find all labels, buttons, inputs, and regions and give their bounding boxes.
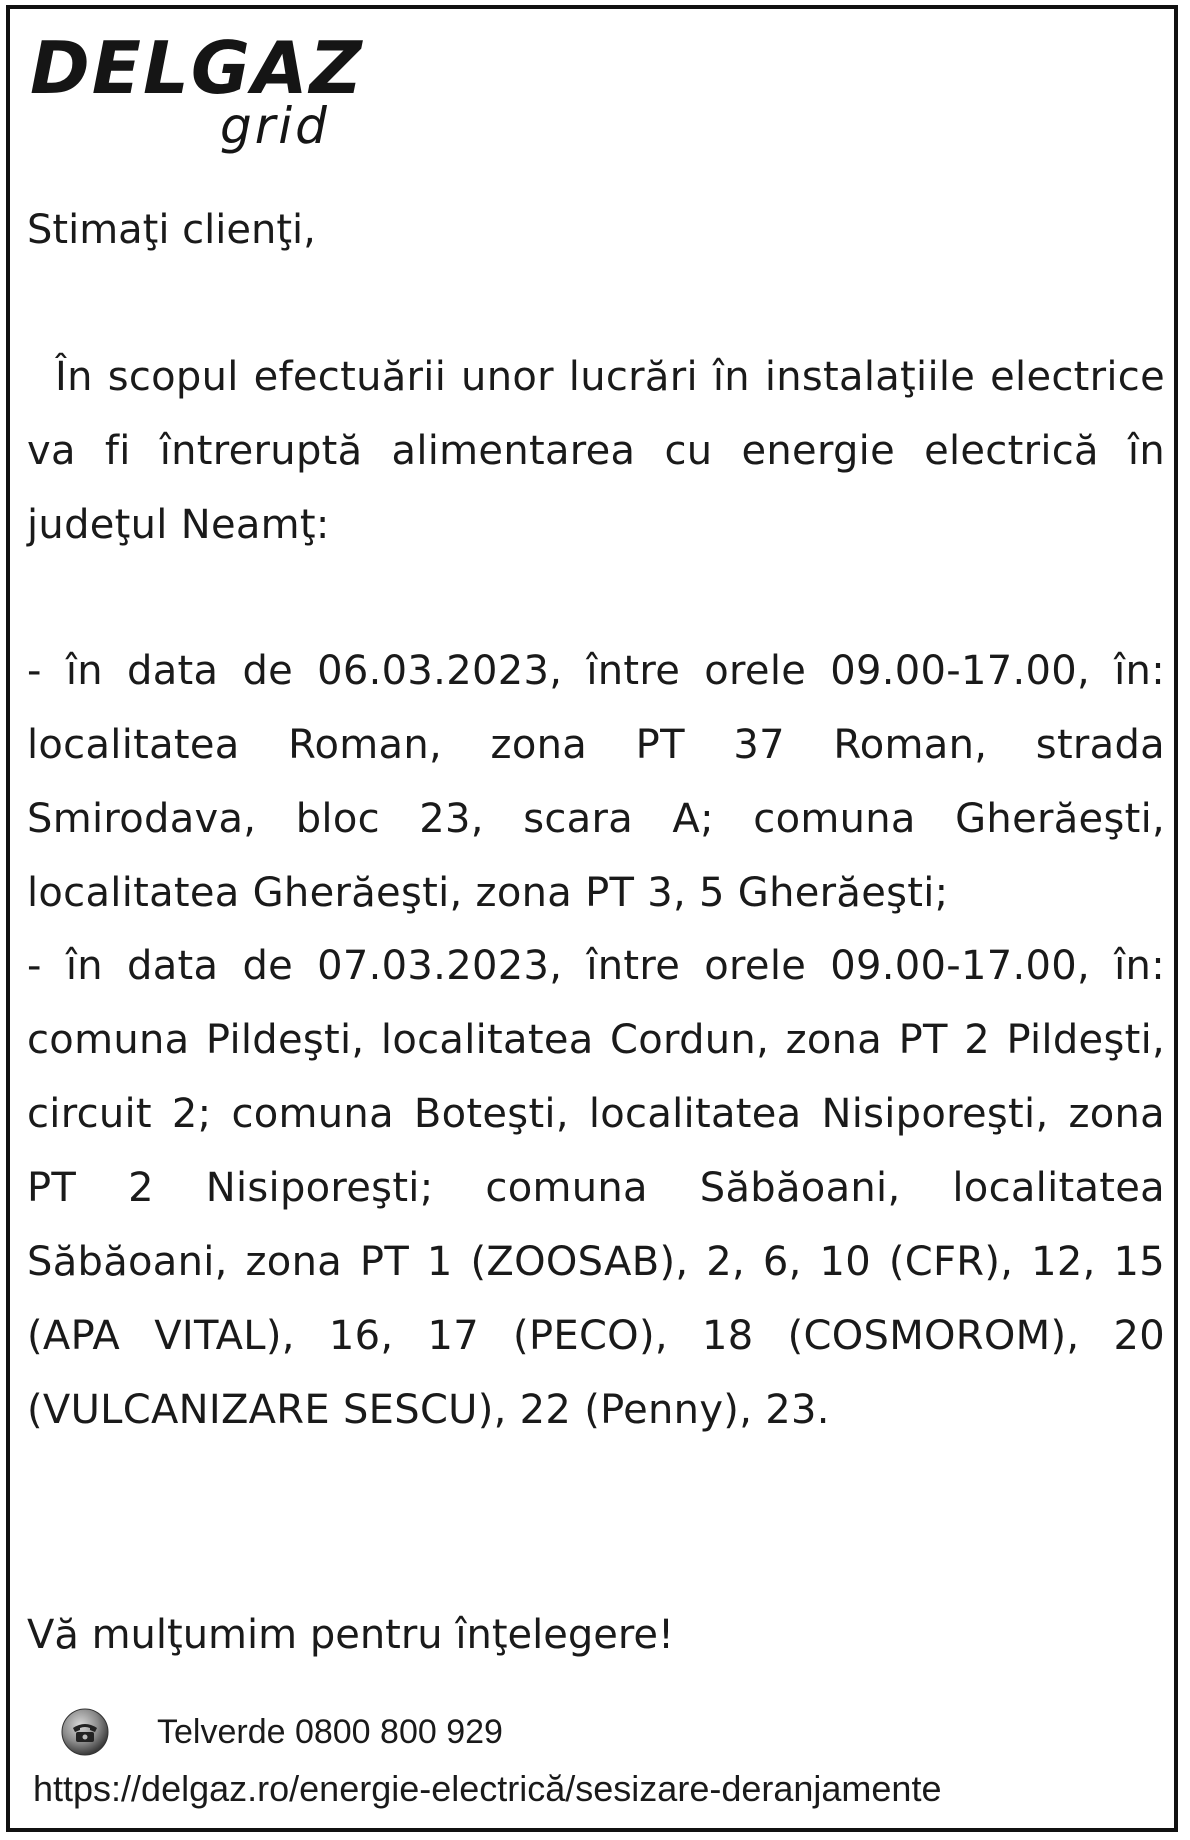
delgaz-grid-logo [30, 26, 364, 158]
phone-line [60, 1707, 760, 1757]
closing-line: Vă mulţumim pentru înţelegere! [27, 1612, 675, 1658]
telephone-icon [60, 1707, 110, 1757]
website-link[interactable]: https://delgaz.ro/energie-electrică/sesizare-deranjamente [33, 1768, 942, 1809]
intro-paragraph: În scopul efectuării unor lucrări în instalaţiile electrice va fi întreruptă alimentarea cu energie electrică în judeţul Neamţ: [27, 354, 1165, 548]
outage-item-1: - în data de 06.03.2023, între orele 09.00-17.00, în: localitatea Roman, zona PT 37 Roman, strada Smirodava, bloc 23, scara A; comuna Gherăeşti, localitatea Gherăeşti, zona PT 3, 5 Gherăeşti; [27, 648, 1165, 916]
outage-item-2: - în data de 07.03.2023, între orele 09.00-17.00, în: comuna Pildeşti, localitatea Cordun, zona PT 2 Pildeşti, circuit 2; comuna Boteşti, localitatea Nisiporeşti, zona PT 2 Nisiporeşti; comuna Săbăoani, localitatea Săbăoani, zona PT 1 (ZOOSAB), 2, 6, 10 (CFR), 12, 15 (APA VITAL), 16, 17 (PECO), 18 (COSMOROM), 20 (VULCANIZARE SESCU), 22 (Penny), 23. [27, 943, 1165, 1433]
greeting: Stimaţi clienţi, [27, 207, 316, 253]
logo-brand: DELGAZ [30, 26, 364, 110]
logo-sub: grid [220, 97, 330, 155]
phone-text: Telverde 0800 800 929 [157, 1713, 503, 1751]
